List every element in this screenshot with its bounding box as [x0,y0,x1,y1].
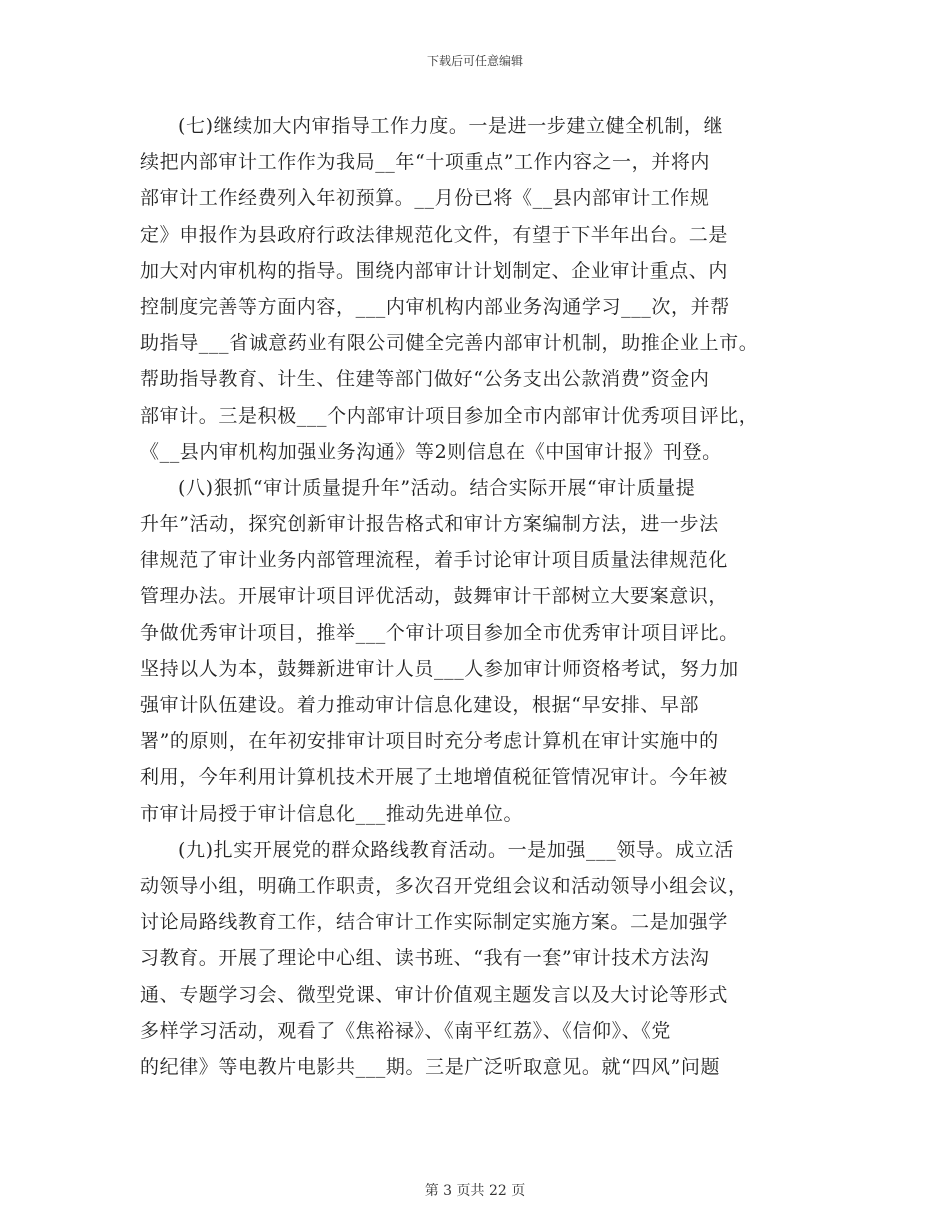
paragraph-7-line-10: 《__县内审机构加强业务沟通》等2则信息在《中国审计报》刊登。 [140,440,722,463]
paragraph-9-line-6: 多样学习活动，观看了《焦裕禄》、《南平红荔》、《信仰》、《党 [140,1019,672,1042]
page-header: 下载后可任意编辑 [426,54,523,68]
paragraph-8-line-9: 利用，今年利用计算机技术开展了土地增值税征管情况审计。今年被 [140,766,729,789]
paragraph-8-line-2: 升年”活动，探究创新审计报告格式和审计方案编制方法，进一步法 [140,513,719,536]
paragraph-9-line-4: 习教育。开展了理论中心组、读书班、“我有一套”审计技术方法沟 [140,947,710,970]
paragraph-8-line-6: 坚持以人为本，鼓舞新进审计人员___人参加审计师资格考试，努力加 [140,657,739,680]
paragraph-9-line-5: 通、专题学习会、微型党课、审计价值观主题发言以及大讨论等形式 [140,983,729,1006]
page-footer: 第 3 页共 22 页 [424,1183,526,1199]
paragraph-9-line-3: 讨论局路线教育工作，结合审计工作实际制定实施方案。二是加强学 [140,911,729,934]
paragraph-8-line-8: 署”的原则，在年初安排审计项目时充分考虑计算机在审计实施中的 [140,730,719,753]
paragraph-8-line-3: 律规范了审计业务内部管理流程，着手讨论审计项目质量法律规范化 [140,549,729,572]
paragraph-7-line-9: 部审计。三是积极___个内部审计项目参加全市内部审计优秀项目评比， [140,404,759,427]
paragraph-7-line-4: 定》申报作为县政府行政法律规范化文件，有望于下半年出台。二是 [140,223,729,246]
paragraph-7-line-7: 助指导___省诚意药业有限公司健全完善内部审计机制，助推企业上市。 [140,332,759,355]
paragraph-9-line-2: 动领导小组，明确工作职责，多次召开党组会议和活动领导小组会议， [140,874,748,897]
paragraph-7-line-5: 加大对内审机构的指导。围绕内部审计计划制定、企业审计重点、内 [140,259,729,282]
paragraph-7-line-6: 控制度完善等方面内容，___内审机构内部业务沟通学习___次，并帮 [140,295,730,318]
paragraph-7-line-1: (七)继续加大内审指导工作力度。一是进一步建立健全机制，继 [178,115,724,137]
document-body [140,108,810,1085]
paragraph-8-line-5: 争做优秀审计项目，推举___个审计项目参加全市优秀审计项目评比。 [140,621,739,644]
paragraph-7-line-8: 帮助指导教育、计生、住建等部门做好“公务支出公款消费”资金内 [140,368,710,391]
paragraph-8-line-1: (八)狠抓“审计质量提升年”活动。结合实际开展“审计质量提 [178,476,696,499]
paragraph-7-line-2: 续把内部审计工作作为我局__年“十项重点”工作内容之一，并将内 [140,151,711,174]
paragraph-8-line-7: 强审计队伍建设。着力推动审计信息化建设，根据“早安排、早部 [140,694,700,716]
paragraph-7-line-3: 部审计工作经费列入年初预算。__月份已将《__县内部审计工作规 [140,187,710,210]
paragraph-9-line-1: (九)扎实开展党的群众路线教育活动。一是加强___领导。成立活 [178,838,734,861]
paragraph-8-line-4: 管理办法。开展审计项目评优活动，鼓舞审计干部树立大要案意识， [140,585,729,608]
paragraph-8-line-10: 市审计局授于审计信息化___推动先进单位。 [140,802,524,825]
paragraph-9-line-7: 的纪律》等电教片电影共___期。三是广泛听取意见。就“四风”问题 [140,1055,721,1078]
